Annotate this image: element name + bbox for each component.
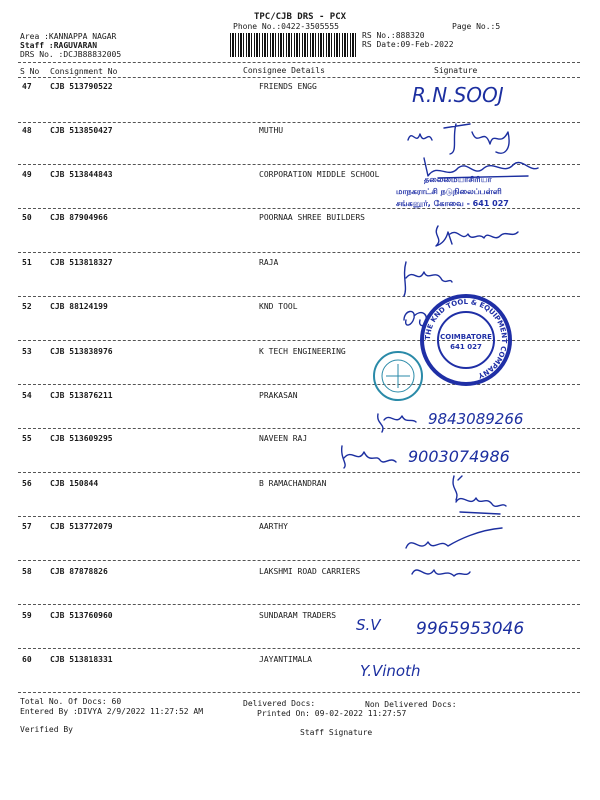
row-consignee: PRAKASAN xyxy=(259,391,298,400)
signature-58 xyxy=(398,524,508,594)
rs-date: RS Date:09-Feb-2022 xyxy=(362,40,454,49)
signature-59-text: S.V xyxy=(356,616,381,634)
drs-number: DRS No. :DCJB88832005 xyxy=(20,50,122,59)
row-consignment: CJB 87878826 xyxy=(50,567,108,576)
school-stamp xyxy=(396,175,509,209)
row-consignee: K TECH ENGINEERING xyxy=(259,347,346,356)
row-consignment: CJB 87904966 xyxy=(50,213,108,222)
row-consignment: CJB 513790522 xyxy=(50,82,113,91)
row-consignment: CJB 513876211 xyxy=(50,391,113,400)
row-sno: 49 xyxy=(22,170,32,179)
page-number: Page No.:5 xyxy=(452,22,501,31)
staff-label: Staff :RAGUVARAN xyxy=(20,41,98,50)
area-label: Area :KANNAPPA NAGAR xyxy=(20,32,117,41)
row-consignment: CJB 513844843 xyxy=(50,170,113,179)
signature-47 xyxy=(400,78,540,112)
company-stamp-pin: 641 027 xyxy=(450,343,482,351)
signature-57 xyxy=(440,472,510,526)
row-sno: 51 xyxy=(22,258,32,267)
signature-60-text: Y.Vinoth xyxy=(360,662,421,680)
row-consignee: FRIENDS ENGG xyxy=(259,82,317,91)
row-sno: 47 xyxy=(22,82,32,91)
header-divider xyxy=(18,62,580,63)
column-signature: Signature xyxy=(434,66,478,75)
row-consignment: CJB 513850427 xyxy=(50,126,113,135)
row-sno: 50 xyxy=(22,213,32,222)
document-title: TPC/CJB DRS - PCX xyxy=(253,12,347,22)
row-sno: 52 xyxy=(22,302,32,311)
row-sno: 55 xyxy=(22,434,32,443)
rs-number: RS No.:888320 xyxy=(362,31,425,40)
verified-by: Verified By xyxy=(20,725,73,734)
phone-number: Phone No.:0422-3505555 xyxy=(233,22,339,31)
row-consignee: CORPORATION MIDDLE SCHOOL xyxy=(259,170,380,179)
company-stamp-text: THE KND TOOL & EQUIPMENT COMPANY xyxy=(423,297,509,380)
signature-48 xyxy=(400,118,540,158)
row-consignment: CJB 88124199 xyxy=(50,302,108,311)
signature-54 xyxy=(372,404,562,434)
row-consignment: CJB 513818331 xyxy=(50,655,113,664)
row-sno: 59 xyxy=(22,611,32,620)
row-consignee: RAJA xyxy=(259,258,279,267)
signature-59 xyxy=(354,610,584,640)
column-consignment: Consignment No xyxy=(50,67,118,76)
row-consignee: JAYANTIMALA xyxy=(259,655,312,664)
non-delivered-docs: Non Delivered Docs: xyxy=(365,700,457,709)
company-stamp-city: COIMBATORE xyxy=(440,333,492,341)
row-consignee: SUNDARAM TRADERS xyxy=(259,611,337,620)
row-sno: 56 xyxy=(22,479,32,488)
k-tech-stamp xyxy=(366,342,436,412)
row-consignee: NAVEEN RAJ xyxy=(259,434,308,443)
row-consignment: CJB 513760960 xyxy=(50,611,113,620)
school-stamp-line1: தலைமையாசிரியர் xyxy=(424,175,492,184)
row-consignment: CJB 513609295 xyxy=(50,434,113,443)
row-consignee: B RAMACHANDRAN xyxy=(259,479,327,488)
signature-50 xyxy=(428,218,528,250)
column-consignee: Consignee Details xyxy=(243,66,325,75)
row-divider xyxy=(18,604,580,605)
row-consignee: AARTHY xyxy=(259,522,288,531)
row-consignment: CJB 513772079 xyxy=(50,522,113,531)
row-divider xyxy=(18,648,580,649)
signature-55 xyxy=(336,438,536,472)
row-consignment: CJB 513818327 xyxy=(50,258,113,267)
row-divider xyxy=(18,692,580,693)
row-sno: 57 xyxy=(22,522,32,531)
row-consignee: MUTHU xyxy=(259,126,284,135)
row-sno: 58 xyxy=(22,567,32,576)
phone-55-text: 9003074986 xyxy=(408,447,510,466)
phone-54-text: 9843089266 xyxy=(428,410,524,428)
row-consignee: LAKSHMI ROAD CARRIERS xyxy=(259,567,361,576)
staff-signature-label: Staff Signature xyxy=(300,728,373,737)
row-consignee: POORNAA SHREE BUILDERS xyxy=(259,213,365,222)
row-consignee: KND TOOL xyxy=(259,302,298,311)
delivered-docs: Delivered Docs: xyxy=(243,699,316,708)
row-consignment: CJB 513838976 xyxy=(50,347,113,356)
entered-by: Entered By :DIVYA 2/9/2022 11:27:52 AM xyxy=(20,707,204,716)
signature-60 xyxy=(356,654,456,684)
barcode xyxy=(230,33,356,57)
phone-59-text: 9965953046 xyxy=(416,619,525,639)
row-consignment: CJB 150844 xyxy=(50,479,99,488)
row-sno: 48 xyxy=(22,126,32,135)
column-sno: S No xyxy=(20,67,40,76)
row-sno: 54 xyxy=(22,391,32,400)
printed-on: Printed On: 09-02-2022 11:27:57 xyxy=(257,709,407,718)
row-sno: 53 xyxy=(22,347,32,356)
row-sno: 60 xyxy=(22,655,32,664)
school-stamp-line2: மாநகராட்சி நடுநிலைப்பள்ளி xyxy=(396,187,502,196)
row-divider xyxy=(18,252,580,253)
total-docs: Total No. Of Docs: 60 xyxy=(20,697,122,706)
signature-47-text: R.N.SOOJ xyxy=(412,83,504,107)
school-stamp-line3: சங்கனூர், கோவை - 641 027 xyxy=(396,199,509,208)
